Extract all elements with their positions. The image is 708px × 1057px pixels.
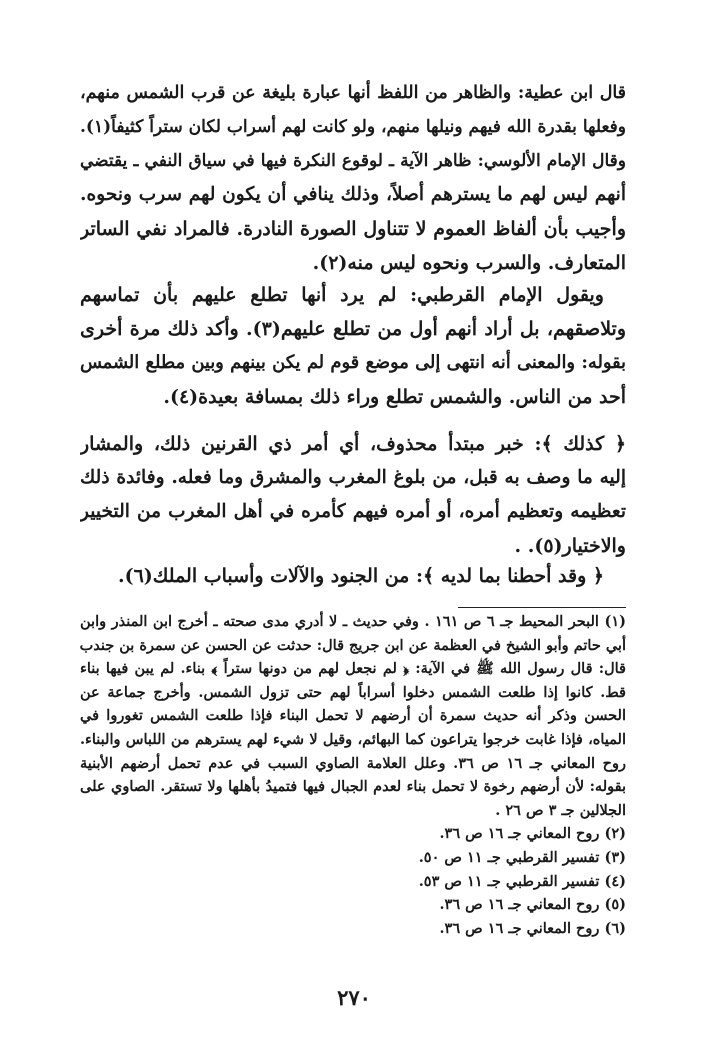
footnote-line: (٢) روح المعاني جـ ١٦ ص ٣٦. <box>439 825 626 843</box>
paragraph-ibn-atiyya-alusi <box>80 76 626 280</box>
paragraph-qurtubi <box>80 278 626 414</box>
paragraph-wa-qad-ahatna <box>80 559 626 593</box>
text-line: ﴿ كذلك ﴾: خبر مبتدأ محذوف، أي أمر ذي القرنين ذلك، والمشار <box>80 433 626 455</box>
text-line: والاختيار(٥). . <box>514 535 626 557</box>
footnote-line: قط. كانوا إذا طلعت الشمس دخلوا أسراباً لهم حتى تزول الشمس. وأخرج جماعة عن <box>80 683 626 701</box>
text-line: ويقول الإمام القرطبي: لم يرد أنها تطلع عليهم بأن تماسهم <box>80 284 604 306</box>
footnote-line: (٦) روح المعاني جـ ١٦ ص ٣٦. <box>439 919 626 937</box>
text-line: قال ابن عطية: والظاهر من اللفظ أنها عبارة بليغة عن قرب الشمس منهم، <box>80 83 626 103</box>
footnote-line: (١) البحر المحيط جـ ٦ ص ١٦١ . وفي حديث ـ لا أدري مدى صحته ـ أخرج ابن المنذر وابن <box>80 613 626 630</box>
text-line: وتلاصقهم، بل أراد أنهم أول من تطلع عليهم(٣). وأكد ذلك مرة أخرى <box>80 318 626 340</box>
footnote-line: روح المعاني جـ ١٦ ص ٣٦. وعلل العلامة الصاوي السبب في عدم تحمل أرضهم الأبنية <box>80 754 626 772</box>
text-line: ﴿ وقد أحطنا بما لديه ﴾: من الجنود والآلات وأسباب الملك(٦). <box>117 565 604 587</box>
footnote-line: (٥) روح المعاني جـ ١٦ ص ٣٦. <box>439 896 626 914</box>
text-line: بقوله: والمعنى أنه انتهى إلى موضع قوم لم يكن بينهم وبين مطلع الشمس <box>80 352 626 373</box>
text-line: وفعلها بقدرة الله فيهم ونيلها منهم، ولو كانت لهم أسراب لكان ستراً كثيفاً(١). <box>80 117 626 137</box>
paragraph-kadhalika <box>80 427 626 563</box>
page-number: ٢٧٠ <box>337 985 371 1010</box>
footnote-line: الجلالين جـ ٣ ص ٢٦ . <box>495 801 626 819</box>
text-line: المتعارف. والسرب ونحوه ليس منه(٢). <box>312 252 626 274</box>
footnote-line: بقوله: لأن أرضهم رخوة لا تحمل بناء لعدم الجبال فيها فتميدُ بأهلها ولا تستقر. الصاوي على <box>80 778 626 796</box>
text-line: أنهم ليس لهم ما يسترهم أصلاً، وذلك ينافي أن يكون لهم سرب ونحوه. <box>80 184 626 205</box>
text-line: وأجيب بأن ألفاظ العموم لا تتناول الصورة النادرة. فالمراد نفي الساتر <box>80 218 626 240</box>
footnote-line: قال: قال رسول الله ﷺ في الآية: ﴿ لم نجعل لهم من دونها ستراً ﴾ بناء. لم يبن فيها بناء <box>80 660 626 678</box>
footnote-line: المياه، فإذا غابت خرجوا يتراعون كما البهائم، وقيل لا شيء لهم يسترهم من اللباس والبناء. <box>80 730 626 748</box>
footnote-line: (٣) تفسير القرطبي جـ ١١ ص ٥٠. <box>418 848 626 866</box>
text-line: إليه ما وصف به قبل، من بلوغ المغرب والمشرق وما فعله. وفائدة ذلك <box>80 467 626 488</box>
footnote-line: أبي حاتم وأبو الشيخ في العظمة عن ابن جريج قال: حدثت عن الحسن عن سمرة بن جندب <box>80 636 626 654</box>
text-line: تعظيمه وتعظيم أمره، أو أمره فيهم كأمره في أهل المغرب من التخيير <box>80 501 626 522</box>
footnotes <box>80 610 626 940</box>
text-line: أحد من الناس. والشمس تطلع وراء ذلك بمسافة بعيدة(٤). <box>163 386 626 408</box>
footnote-separator <box>458 607 626 608</box>
footnote-line: الحسن وذكر أنه حديث سمرة أن أرضهم لا تحمل البناء فإذا طلعت الشمس تغوروا في <box>80 707 626 725</box>
text-line: وقال الإمام الألوسي: ظاهر الآية ـ لوقوع النكرة فيها في سياق النفي ـ يقتضي <box>80 151 626 171</box>
footnote-line: (٤) تفسير القرطبي جـ ١١ ص ٥٣. <box>418 872 626 890</box>
